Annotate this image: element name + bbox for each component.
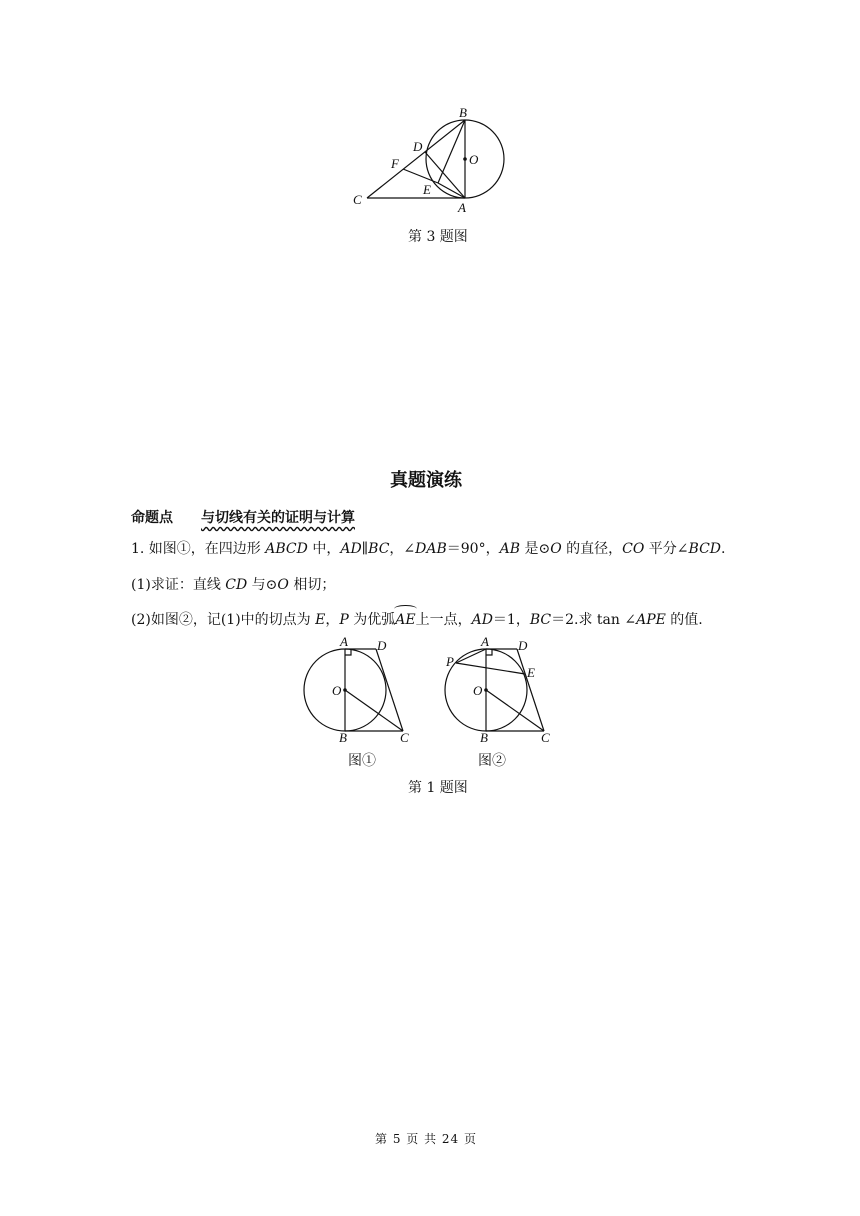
figure-1-diagram-1 (300, 630, 420, 745)
text-run: ，∠ (389, 541, 416, 557)
segment-oc (345, 690, 403, 731)
label-d: D (377, 638, 387, 653)
center-dot (463, 157, 467, 161)
label-p: P (446, 654, 454, 669)
text-run: 上一点， (415, 612, 472, 628)
text-run: ＝2.求 tan ∠ (551, 612, 637, 628)
figure-3-caption: 第 3 题图 (408, 229, 468, 245)
figure-3-diagram (340, 100, 520, 220)
segment-oc (486, 690, 544, 731)
problem-1-part-2 (131, 610, 703, 630)
figure-1-caption: 第 1 题图 (408, 780, 468, 796)
math-run: BC (368, 541, 390, 557)
label-e: E (527, 665, 535, 680)
math-run: P (339, 612, 349, 628)
label-f: F (391, 156, 399, 171)
label-d: D (413, 139, 423, 154)
text-run: ＝1， (492, 612, 530, 628)
text-run: 相切； (288, 577, 336, 593)
text-run: (2)如图②，记(1)中的切点为 (131, 612, 316, 628)
figure-1-sub-1-caption: 图① (348, 753, 376, 769)
text-run: ＝90°， (446, 541, 500, 557)
text-run: (1)求证：直线 (131, 577, 226, 593)
label-e: E (423, 182, 431, 197)
label-b: B (459, 105, 467, 120)
text-run: 是⊙ (520, 541, 551, 557)
math-run: E (315, 612, 326, 628)
label-o: O (473, 683, 483, 698)
label-o: O (469, 152, 479, 167)
segment-cb (367, 120, 465, 198)
label-a: A (340, 634, 348, 649)
label-o: O (332, 683, 342, 698)
math-run: AD (340, 541, 362, 557)
segment-fe (403, 169, 438, 183)
label-a: A (458, 200, 466, 215)
figure-1-diagram-2 (440, 630, 560, 745)
text-run: ， (325, 612, 340, 628)
problem-1-part-1 (131, 575, 335, 595)
label-b: B (480, 730, 488, 745)
segment-dc (517, 649, 544, 731)
segment-pe (456, 663, 525, 674)
segment-be (438, 120, 465, 183)
math-run: ABCD (265, 541, 308, 557)
math-run: O (550, 541, 562, 557)
math-run: BC (529, 612, 552, 628)
label-b: B (339, 730, 347, 745)
center-dot (484, 688, 488, 692)
text-run: . (721, 541, 726, 557)
text-run: 的直径， (561, 541, 623, 557)
center-dot (343, 688, 347, 692)
math-run: APE (636, 612, 666, 628)
segment-ad (425, 152, 465, 198)
label-c: C (353, 192, 362, 207)
text-run: 为优弧 (348, 612, 396, 628)
text-run: 的值. (665, 612, 703, 628)
topic-line (131, 507, 355, 527)
math-run: CD (225, 577, 248, 593)
topic-label: 命题点 (131, 510, 173, 526)
label-d: D (518, 638, 528, 653)
page-footer: 第 5 页 共 24 页 (375, 1132, 477, 1146)
segment-dc (376, 649, 403, 731)
label-c: C (541, 730, 550, 745)
math-run: DAB (415, 541, 447, 557)
text-run: 平分∠ (644, 541, 689, 557)
arc-ae: AE (395, 612, 416, 628)
segment-pa (456, 649, 486, 663)
text-run: 中， (307, 541, 341, 557)
label-a: A (481, 634, 489, 649)
topic-title: 与切线有关的证明与计算 (201, 510, 355, 526)
math-run: BCD (688, 541, 721, 557)
text-run: 1. 如图①，在四边形 (131, 541, 266, 557)
math-run: AD (471, 612, 493, 628)
section-title: 真题演练 (390, 470, 462, 491)
figure-1-sub-2-caption: 图② (478, 753, 506, 769)
label-c: C (400, 730, 409, 745)
text-run: 与⊙ (247, 577, 278, 593)
math-run: CO (622, 541, 645, 557)
math-run: O (277, 577, 289, 593)
text-run: ∥ (361, 541, 369, 557)
math-run: AB (499, 541, 520, 557)
problem-1-statement (131, 539, 725, 559)
